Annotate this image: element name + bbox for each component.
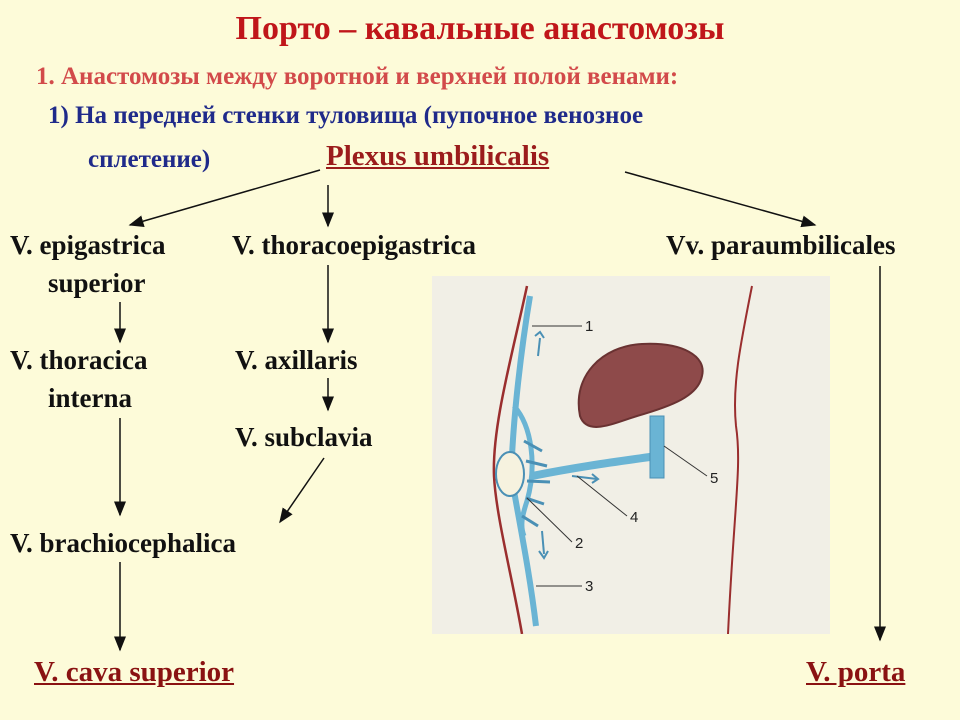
arrow-plexus-to-paraumbilicales — [625, 172, 815, 225]
item-number: 1) — [48, 102, 69, 129]
plexus-umbilicalis-label: Plexus umbilicalis — [326, 140, 550, 172]
figure-label-4: 4 — [630, 509, 639, 526]
page-title: Порто – кавальные анастомозы — [235, 10, 725, 47]
node-paraumbilicales: Vv. paraumbilicales — [666, 230, 896, 260]
item-line-2: сплетение) — [88, 146, 211, 173]
node-epigastrica-superior-line1: V. epigastrica — [10, 230, 166, 260]
node-subclavia: V. subclavia — [235, 422, 373, 452]
item-text-1: На передней стенки туловища (пупочное венозное — [75, 102, 644, 129]
node-axillaris: V. axillaris — [235, 345, 358, 375]
node-thoracoepigastrica: V. thoracoepigastrica — [232, 230, 476, 260]
node-brachiocephalica: V. brachiocephalica — [10, 528, 237, 558]
arrow-plexus-to-epigastrica — [130, 170, 320, 225]
node-thoracica-interna-line1: V. thoracica — [10, 345, 148, 375]
node-cava-superior: V. cava superior — [34, 656, 235, 688]
node-epigastrica-superior-line2: superior — [48, 268, 146, 298]
figure-label-2: 2 — [575, 535, 584, 552]
arrow-subclavia-to-brachiocephalica — [280, 458, 324, 522]
node-porta: V. porta — [806, 656, 906, 688]
figure-label-1: 1 — [585, 318, 594, 335]
section-heading: 1. Анастомозы между воротной и верхней полой венами: — [36, 63, 679, 90]
node-thoracica-interna-line2: interna — [48, 383, 132, 413]
figure-label-3: 3 — [585, 578, 594, 595]
figure-label-5: 5 — [710, 470, 719, 487]
